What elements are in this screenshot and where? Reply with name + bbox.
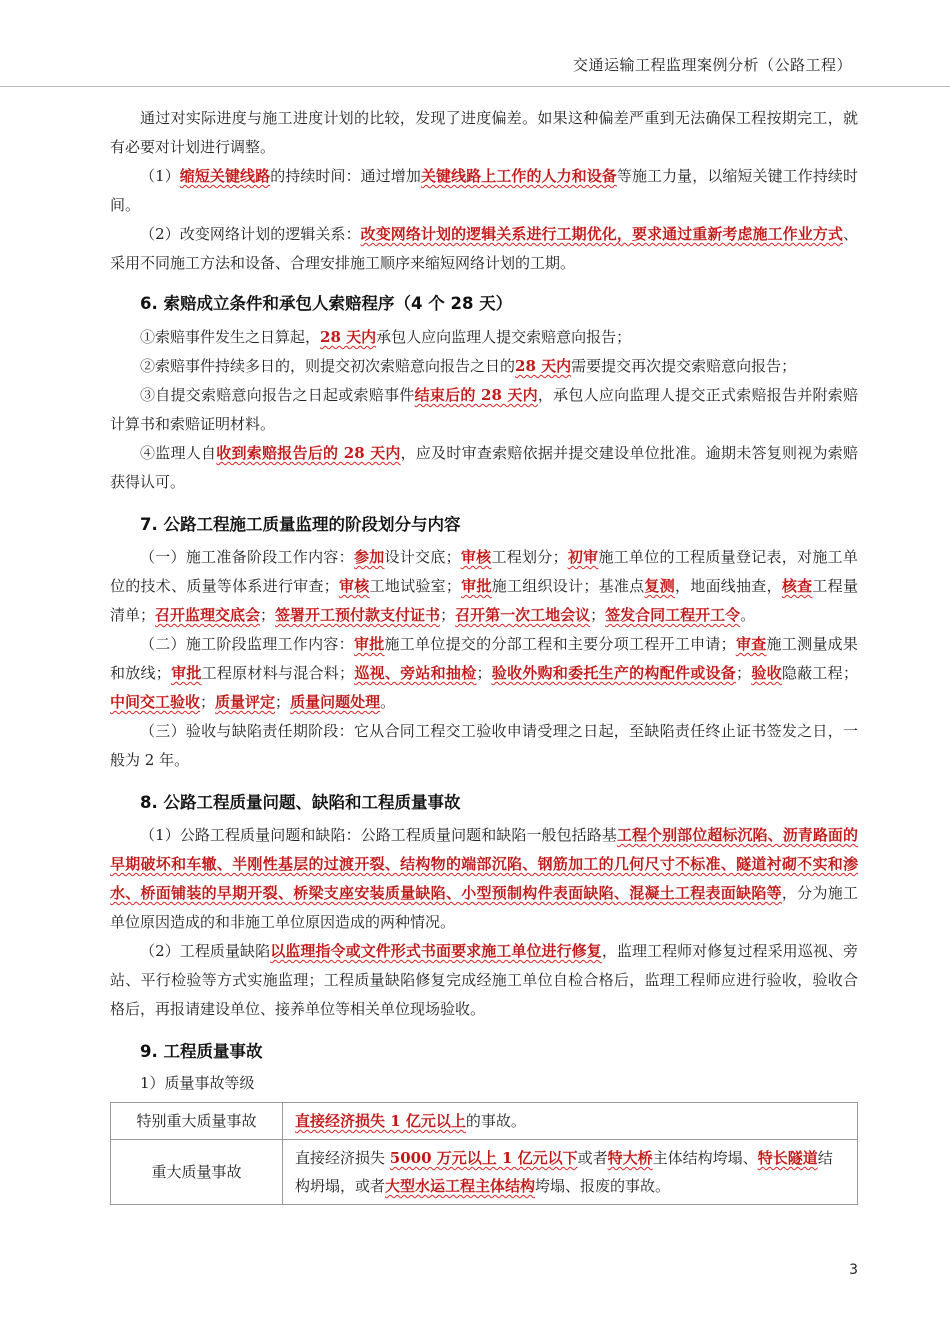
section-7-heading: 7. 公路工程施工质量监理的阶段划分与内容	[140, 515, 461, 534]
s8-item-2: （2）工程质量缺陷以监理指令或文件形式书面要求施工单位进行修复，监理工程师对修复过程采用巡视、旁站、平行检验等方式实施监理；工程质量缺陷修复完成经施工单位自检合格后，监理工程师应进行验收，验收合格后，再报请建设单位、接养单位等相关单位现场验收。	[110, 942, 858, 1018]
section-6-heading: 6. 索赔成立条件和承包人索赔程序（4 个 28 天）	[140, 294, 513, 313]
s6-item-4: ④监理人自收到索赔报告后的 28 天内，应及时审查索赔依据并提交建设单位批准。逾期未答复则视为索赔获得认可。	[110, 444, 858, 491]
intro-item-1: （1）缩短关键线路的持续时间：通过增加关键线路上工作的人力和设备等施工力量，以缩短关键工作持续时间。	[110, 167, 858, 214]
intro-paragraph: 通过对实际进度与施工进度计划的比较，发现了进度偏差。如果这种偏差严重到无法确保工程按期完工，就有必要对计划进行调整。	[110, 109, 858, 156]
accident-grade-table	[110, 1102, 858, 1205]
page-content	[110, 104, 858, 1205]
s7-stage-2: （二）施工阶段监理工作内容：审批施工单位提交的分部工程和主要分项工程开工申请；审查施工测量成果和放线；审批工程原材料与混合料；巡视、旁站和抽检；验收外购和委托生产的构配件或设备；验收隐蔽工程；中间交工验收；质量评定；质量问题处理。	[110, 635, 858, 711]
grade-label: 重大质量事故	[111, 1140, 283, 1205]
s9-subheading: 1）质量事故等级	[140, 1074, 255, 1092]
grade-label: 特别重大质量事故	[111, 1103, 283, 1140]
s6-item-3: ③自提交索赔意向报告之日起或索赔事件结束后的 28 天内，承包人应向监理人提交正式索赔报告并附索赔计算书和索赔证明材料。	[110, 386, 858, 433]
table-row	[111, 1140, 858, 1205]
s6-item-1: ①索赔事件发生之日算起，28 天内承包人应向监理人提交索赔意向报告；	[140, 328, 632, 346]
section-9-heading: 9. 工程质量事故	[140, 1042, 263, 1061]
intro-item-2: （2）改变网络计划的逻辑关系：改变网络计划的逻辑关系进行工期优化，要求通过重新考虑施工作业方式、采用不同施工方法和设备、合理安排施工顺序来缩短网络计划的工期。	[110, 225, 858, 272]
s7-stage-1: （一）施工准备阶段工作内容：参加设计交底；审核工程划分；初审施工单位的工程质量登记表，对施工单位的技术、质量等体系进行审查；审核工地试验室；审批施工组织设计；基准点复测，地面线抽查，核查工程量清单；召开监理交底会；签署开工预付款支付证书；召开第一次工地会议；签发合同工程开工令。	[110, 548, 858, 624]
running-header: 交通运输工程监理案例分析（公路工程）	[572, 56, 852, 74]
grade-description: 直接经济损失 1 亿元以上的事故。	[283, 1103, 858, 1140]
s8-item-1: （1）公路工程质量问题和缺陷：公路工程质量问题和缺陷一般包括路基工程个别部位超标沉陷、沥青路面的早期破坏和车辙、半刚性基层的过渡开裂、结构物的端部沉陷、钢筋加工的几何尺寸不标准、隧道衬砌不实和渗水、桥面铺装的早期开裂、桥梁支座安装质量缺陷、小型预制构件表面缺陷、混凝土工程表面缺陷等，分为施工单位原因造成的和非施工单位原因造成的两种情况。	[110, 826, 858, 931]
header-divider	[0, 86, 950, 87]
grade-description: 直接经济损失 5000 万元以上 1 亿元以下或者特大桥主体结构垮塌、特长隧道结构坍塌，或者大型水运工程主体结构垮塌、报废的事故。	[283, 1140, 858, 1205]
table-row	[111, 1103, 858, 1140]
s6-item-2: ②索赔事件持续多日的，则提交初次索赔意向报告之日的28 天内需要提交再次提交索赔意向报告；	[140, 357, 797, 375]
section-8-heading: 8. 公路工程质量问题、缺陷和工程质量事故	[140, 793, 461, 812]
page-number: 3	[849, 1262, 858, 1278]
s7-stage-3: （三）验收与缺陷责任期阶段：它从合同工程交工验收申请受理之日起，至缺陷责任终止证书签发之日，一般为 2 年。	[110, 722, 858, 769]
